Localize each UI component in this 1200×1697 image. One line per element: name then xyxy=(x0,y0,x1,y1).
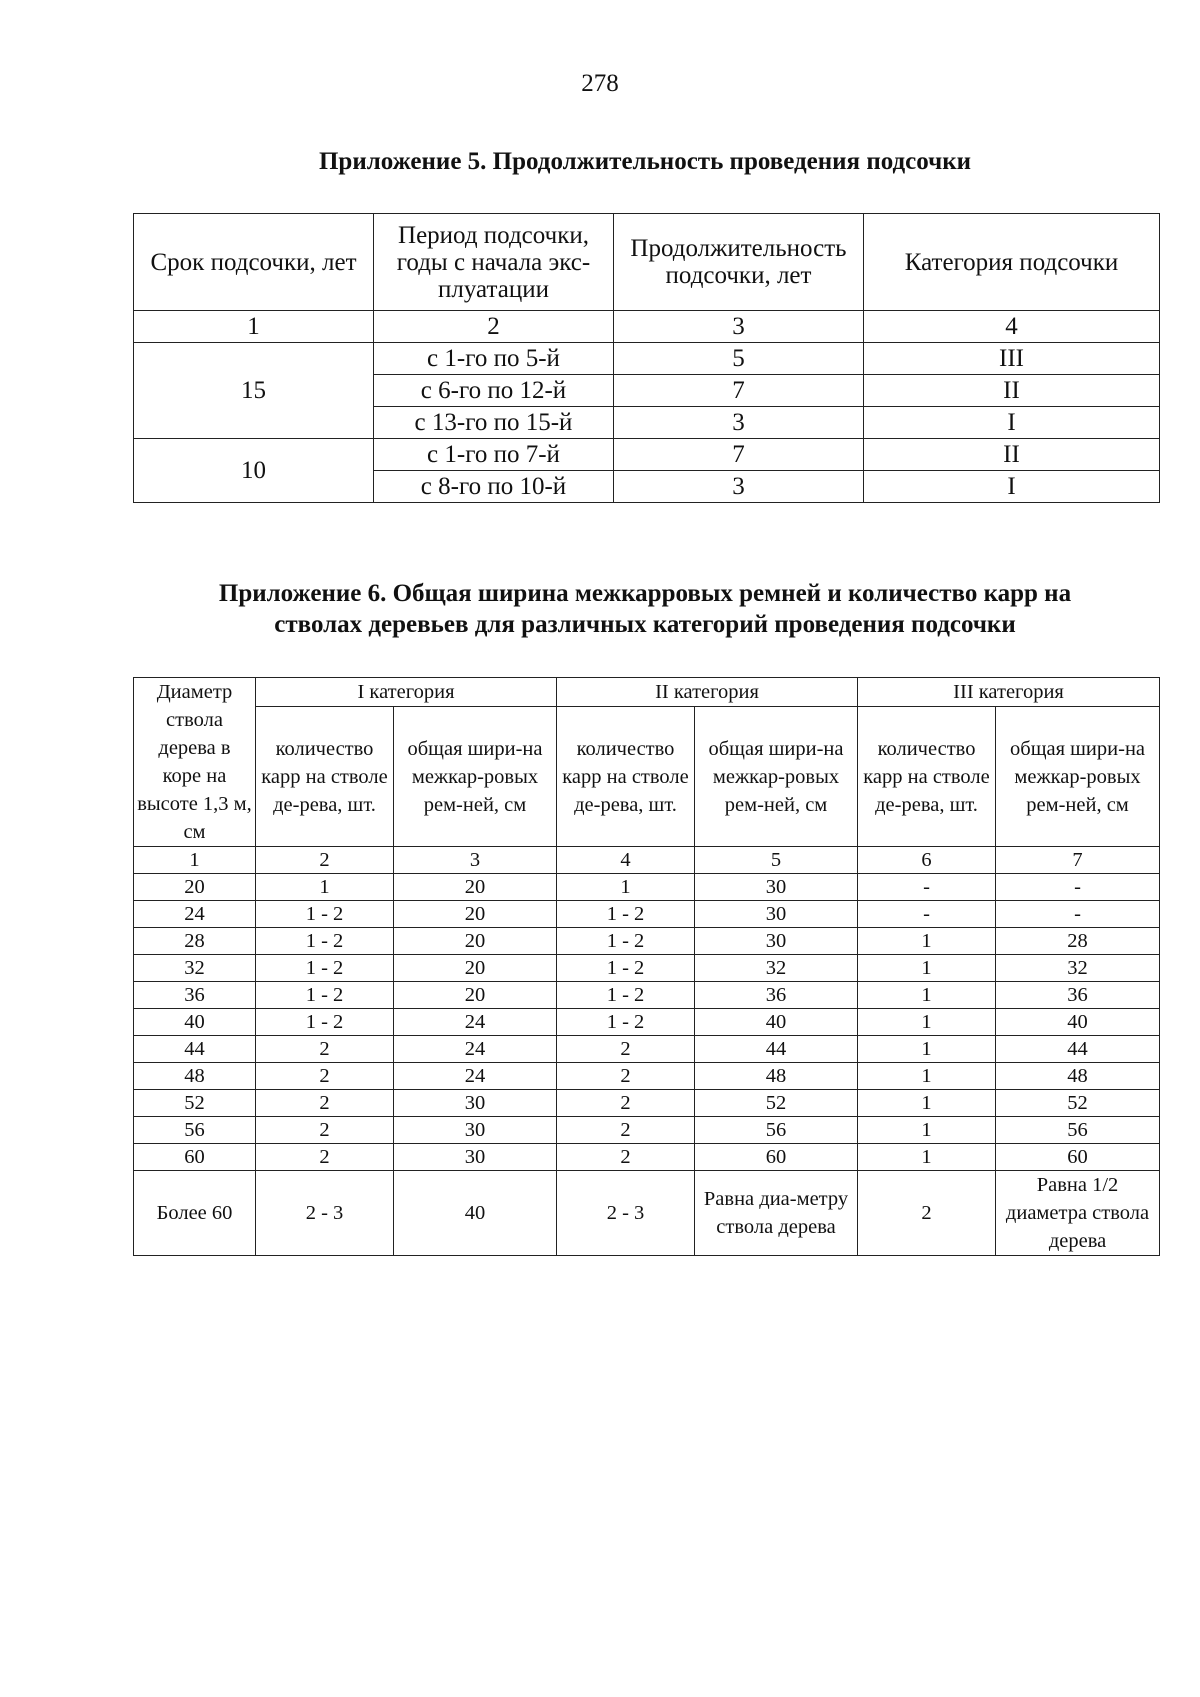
table-cell: 2 xyxy=(557,1036,695,1063)
table-cell: - xyxy=(858,901,996,928)
table-cell: 2 xyxy=(557,1144,695,1171)
term-cell: 10 xyxy=(134,439,374,503)
appendix-6-title-line-2: стволах деревьев для различных категорий проведения подсочки xyxy=(274,611,1016,638)
duration-cell: 7 xyxy=(614,375,864,407)
table-row xyxy=(134,1036,1160,1063)
table-cell: 52 xyxy=(695,1090,858,1117)
table-cell: 2 xyxy=(557,1063,695,1090)
table-cell: 1 - 2 xyxy=(557,928,695,955)
table-cell: 2 xyxy=(256,1036,394,1063)
subheader-row xyxy=(134,707,1160,847)
table-cell: 44 xyxy=(695,1036,858,1063)
period-cell: с 6-го по 12-й xyxy=(374,375,614,407)
period-cell: с 13-го по 15-й xyxy=(374,407,614,439)
table-cell: 1 xyxy=(858,982,996,1009)
table-cell: 1 - 2 xyxy=(557,1009,695,1036)
table-row xyxy=(134,1063,1160,1090)
duration-cell: 3 xyxy=(614,407,864,439)
header-period: Период подсочки, годы с начала экс-плуатации xyxy=(374,214,614,311)
table-cell: 30 xyxy=(695,928,858,955)
category-cell: II xyxy=(864,439,1160,471)
table-row xyxy=(134,1171,1160,1256)
table-cell: 24 xyxy=(394,1009,557,1036)
table-row xyxy=(134,982,1160,1009)
table-header-row xyxy=(134,214,1160,311)
column-number: 4 xyxy=(557,847,695,874)
table-cell: 1 - 2 xyxy=(557,982,695,1009)
appendix-5-title: Приложение 5. Продолжительность проведения подсочки xyxy=(318,148,972,175)
table-cell: 1 xyxy=(557,874,695,901)
table-cell: 30 xyxy=(394,1117,557,1144)
table-cell: 32 xyxy=(996,955,1160,982)
table-cell: 24 xyxy=(134,901,256,928)
table-cell: 24 xyxy=(394,1036,557,1063)
period-cell: с 1-го по 7-й xyxy=(374,439,614,471)
table-cell: 1 - 2 xyxy=(256,901,394,928)
table-cell: 32 xyxy=(134,955,256,982)
column-number: 2 xyxy=(374,311,614,343)
column-number: 6 xyxy=(858,847,996,874)
table-cell: 1 - 2 xyxy=(557,955,695,982)
column-number: 3 xyxy=(614,311,864,343)
column-number: 1 xyxy=(134,311,374,343)
table-cell: - xyxy=(858,874,996,901)
table-cell: 56 xyxy=(695,1117,858,1144)
category-cell: III xyxy=(864,343,1160,375)
table-row xyxy=(134,439,1160,471)
table-cell: 20 xyxy=(394,874,557,901)
table-row xyxy=(134,955,1160,982)
table-cell: 44 xyxy=(134,1036,256,1063)
table-cell: 52 xyxy=(996,1090,1160,1117)
table-cell: 40 xyxy=(695,1009,858,1036)
category-cell: I xyxy=(864,471,1160,503)
category-cell: II xyxy=(864,375,1160,407)
header-duration: Продолжительность подсочки, лет xyxy=(614,214,864,311)
header-category-1: I категория xyxy=(256,678,557,707)
table-cell: 1 - 2 xyxy=(256,928,394,955)
table-cell: 24 xyxy=(394,1063,557,1090)
table-cell: 32 xyxy=(695,955,858,982)
table-row xyxy=(134,1144,1160,1171)
header-term: Срок подсочки, лет xyxy=(134,214,374,311)
header-count: количество карр на стволе де-рева, шт. xyxy=(256,707,394,847)
table-cell: - xyxy=(996,901,1160,928)
header-width: общая шири-на межкар-ровых рем-ней, см xyxy=(394,707,557,847)
table-cell: 1 xyxy=(858,1117,996,1144)
column-number: 3 xyxy=(394,847,557,874)
category-cell: I xyxy=(864,407,1160,439)
table-cell: 20 xyxy=(134,874,256,901)
table-cell: 48 xyxy=(695,1063,858,1090)
appendix-6-title xyxy=(130,578,1160,640)
table-cell: 1 xyxy=(858,1036,996,1063)
table-cell: 40 xyxy=(996,1009,1160,1036)
table-cell: - xyxy=(996,874,1160,901)
table-cell: 2 xyxy=(256,1144,394,1171)
table-cell: 60 xyxy=(695,1144,858,1171)
table-cell: 1 - 2 xyxy=(256,1009,394,1036)
column-number: 1 xyxy=(134,847,256,874)
table-cell: 2 - 3 xyxy=(256,1171,394,1256)
page-number: 278 xyxy=(581,70,619,97)
table-cell: 2 xyxy=(256,1090,394,1117)
table-cell: 2 xyxy=(256,1117,394,1144)
table-cell: 52 xyxy=(134,1090,256,1117)
table-cell: 1 xyxy=(858,928,996,955)
table-cell: 1 xyxy=(858,955,996,982)
category-header-row xyxy=(134,678,1160,707)
column-number-row xyxy=(134,311,1160,343)
column-number-row xyxy=(134,847,1160,874)
table-cell: 1 xyxy=(256,874,394,901)
table-cell: 1 xyxy=(858,1090,996,1117)
table-cell: Равна диа-метру ствола дерева xyxy=(695,1171,858,1256)
table-cell: 2 xyxy=(256,1063,394,1090)
table-cell: 40 xyxy=(134,1009,256,1036)
table-cell: 20 xyxy=(394,955,557,982)
table-cell: 36 xyxy=(134,982,256,1009)
duration-cell: 5 xyxy=(614,343,864,375)
header-category: Категория подсочки xyxy=(864,214,1160,311)
table-cell: 30 xyxy=(394,1144,557,1171)
table-row xyxy=(134,874,1160,901)
table-cell: 1 xyxy=(858,1009,996,1036)
duration-cell: 7 xyxy=(614,439,864,471)
duration-cell: 3 xyxy=(614,471,864,503)
table-cell: 30 xyxy=(695,901,858,928)
table-cell: 2 - 3 xyxy=(557,1171,695,1256)
header-width: общая шири-на межкар-ровых рем-ней, см xyxy=(695,707,858,847)
table-cell: 30 xyxy=(394,1090,557,1117)
table-cell: Равна 1/2 диаметра ствола дерева xyxy=(996,1171,1160,1256)
period-cell: с 8-го по 10-й xyxy=(374,471,614,503)
header-category-2: II категория xyxy=(557,678,858,707)
table-row xyxy=(134,343,1160,375)
appendix-6-title-line-1: Приложение 6. Общая ширина межкарровых ремней и количество карр на xyxy=(218,580,1072,607)
column-number: 7 xyxy=(996,847,1160,874)
column-number: 2 xyxy=(256,847,394,874)
table-cell: 1 - 2 xyxy=(557,901,695,928)
header-diameter: Диаметр ствола дерева в коре на высоте 1,3 м, см xyxy=(134,678,256,847)
table-cell: 2 xyxy=(858,1171,996,1256)
table-cell: 1 - 2 xyxy=(256,982,394,1009)
table-cell: 44 xyxy=(996,1036,1160,1063)
table-cell: 20 xyxy=(394,982,557,1009)
table-cell: 30 xyxy=(695,874,858,901)
column-number: 5 xyxy=(695,847,858,874)
table-cell: 48 xyxy=(996,1063,1160,1090)
column-number: 4 xyxy=(864,311,1160,343)
table-cell: 2 xyxy=(557,1117,695,1144)
table-row xyxy=(134,928,1160,955)
header-width: общая шири-на межкар-ровых рем-ней, см xyxy=(996,707,1160,847)
table-cell: 20 xyxy=(394,901,557,928)
table-row xyxy=(134,901,1160,928)
table-cell: 56 xyxy=(996,1117,1160,1144)
table-row xyxy=(134,1009,1160,1036)
term-cell: 15 xyxy=(134,343,374,439)
table-row xyxy=(134,1090,1160,1117)
table-cell: 36 xyxy=(695,982,858,1009)
table-cell: 56 xyxy=(134,1117,256,1144)
table-cell: 28 xyxy=(996,928,1160,955)
appendix-5-table xyxy=(133,213,1160,503)
table-cell: 28 xyxy=(134,928,256,955)
header-count: количество карр на стволе де-рева, шт. xyxy=(858,707,996,847)
table-cell: 40 xyxy=(394,1171,557,1256)
appendix-6-body xyxy=(134,847,1160,1256)
period-cell: с 1-го по 5-й xyxy=(374,343,614,375)
appendix-6-table xyxy=(133,677,1160,1256)
table-row xyxy=(134,1117,1160,1144)
table-cell: 60 xyxy=(134,1144,256,1171)
table-cell: Более 60 xyxy=(134,1171,256,1256)
header-category-3: III категория xyxy=(858,678,1160,707)
table-cell: 20 xyxy=(394,928,557,955)
header-count: количество карр на стволе де-рева, шт. xyxy=(557,707,695,847)
table-cell: 2 xyxy=(557,1090,695,1117)
table-cell: 1 xyxy=(858,1063,996,1090)
table-cell: 1 xyxy=(858,1144,996,1171)
table-cell: 1 - 2 xyxy=(256,955,394,982)
table-cell: 48 xyxy=(134,1063,256,1090)
table-cell: 60 xyxy=(996,1144,1160,1171)
table-cell: 36 xyxy=(996,982,1160,1009)
